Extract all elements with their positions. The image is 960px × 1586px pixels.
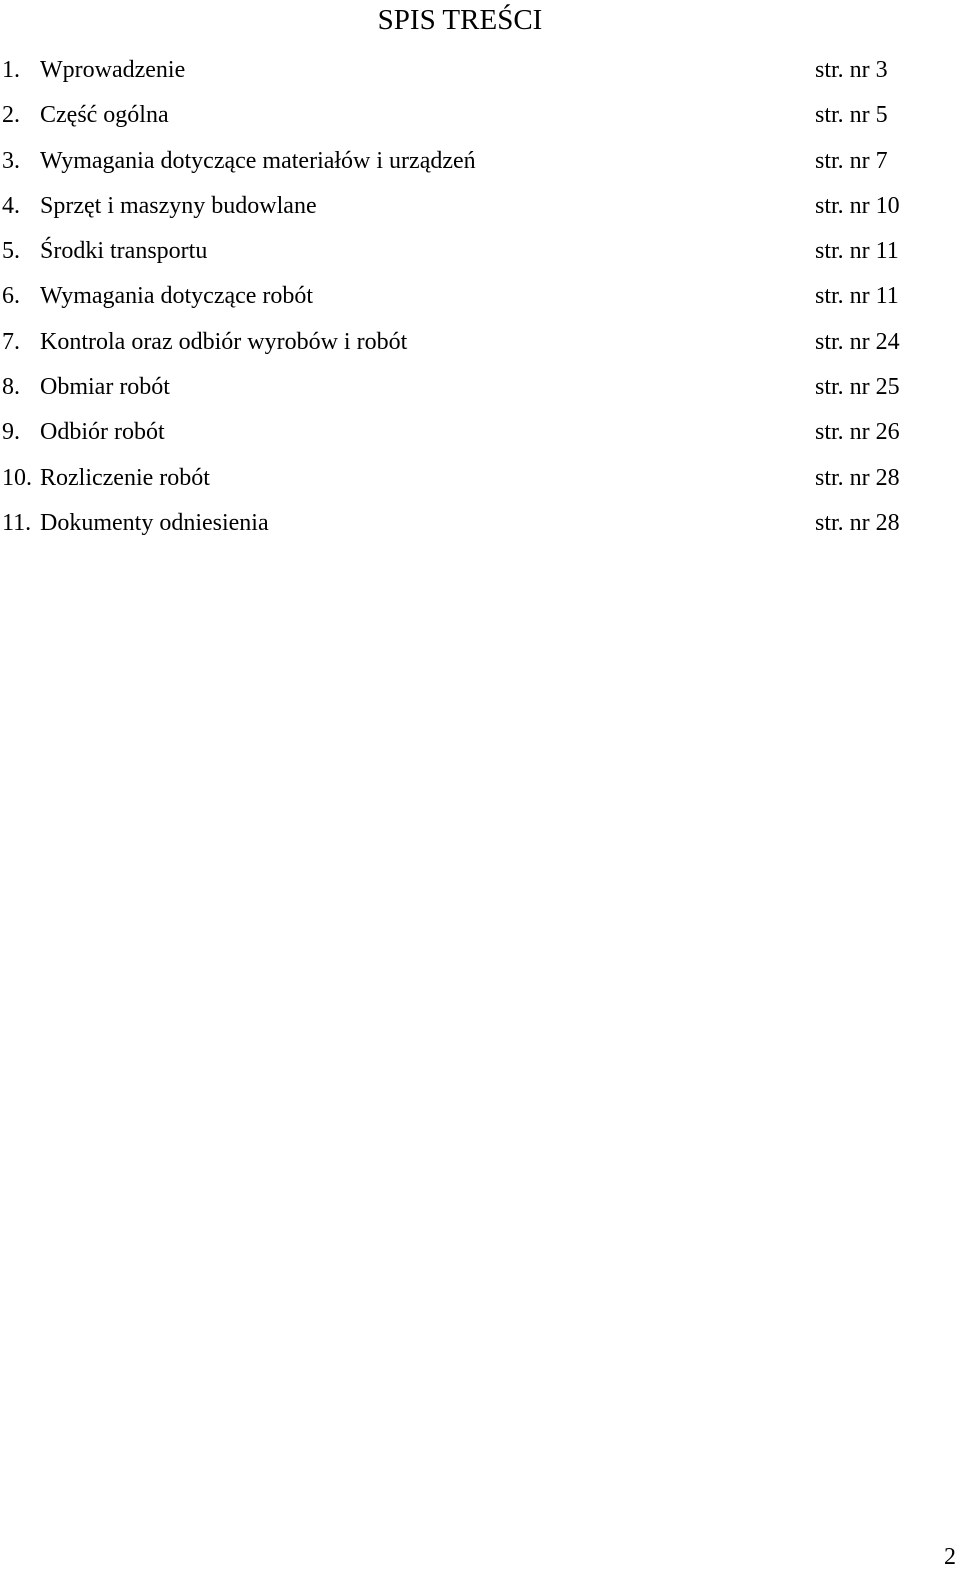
page-number: 2 (944, 1544, 956, 1570)
toc-entry (0, 281, 960, 326)
toc-entry (0, 508, 960, 553)
toc-entry-page: str. nr 28 (815, 509, 900, 536)
toc-entry-title: Środki transportu (40, 238, 208, 265)
toc-entry-number: 3. (2, 147, 20, 174)
toc-entry (0, 236, 960, 281)
toc-entry-title: Wymagania dotyczące materiałów i urządzeń (40, 147, 476, 174)
toc-entry-title: Dokumenty odniesienia (40, 509, 269, 536)
toc-entry-title: Rozliczenie robót (40, 464, 210, 491)
page-title: SPIS TREŚCI (377, 4, 543, 36)
toc-entry-page: str. nr 25 (815, 374, 900, 401)
toc-entry-title: Odbiór robót (40, 419, 165, 446)
toc-entry-number: 6. (2, 283, 20, 310)
toc-entry-number: 9. (2, 419, 20, 446)
toc-entry-title: Wymagania dotyczące robót (40, 283, 314, 310)
toc-entry-title: Kontrola oraz odbiór wyrobów i robót (40, 328, 408, 355)
table-of-contents (0, 55, 960, 553)
toc-entry (0, 146, 960, 191)
toc-entry-number: 1. (2, 57, 20, 83)
toc-entry-page: str. nr 24 (815, 328, 900, 355)
toc-entry-page: str. nr 11 (815, 283, 899, 310)
toc-entry-number: 11. (2, 509, 32, 536)
toc-entry-page: str. nr 26 (815, 419, 900, 446)
toc-entry (0, 55, 960, 100)
toc-entry-page: str. nr 11 (815, 238, 899, 265)
toc-entry-page: str. nr 10 (815, 192, 900, 219)
toc-entry (0, 191, 960, 236)
toc-entry-number: 7. (2, 328, 20, 355)
toc-entry-title: Sprzęt i maszyny budowlane (40, 192, 317, 219)
toc-entry-number: 2. (2, 102, 20, 129)
toc-entry-page: str. nr 7 (815, 147, 888, 174)
toc-entry-page: str. nr 28 (815, 464, 900, 491)
toc-entry-number: 5. (2, 238, 20, 265)
toc-entry (0, 100, 960, 145)
toc-entry-title: Wprowadzenie (40, 57, 186, 83)
toc-entry (0, 372, 960, 417)
toc-entry (0, 327, 960, 372)
toc-entry-page: str. nr 5 (815, 102, 888, 129)
toc-entry-number: 10. (2, 464, 32, 491)
toc-entry (0, 463, 960, 508)
toc-entry (0, 417, 960, 462)
toc-entry-title: Obmiar robót (40, 374, 170, 401)
toc-entry-page: str. nr 3 (815, 57, 888, 83)
toc-entry-number: 8. (2, 374, 20, 401)
toc-entry-number: 4. (2, 192, 20, 219)
toc-entry-title: Część ogólna (40, 102, 169, 129)
